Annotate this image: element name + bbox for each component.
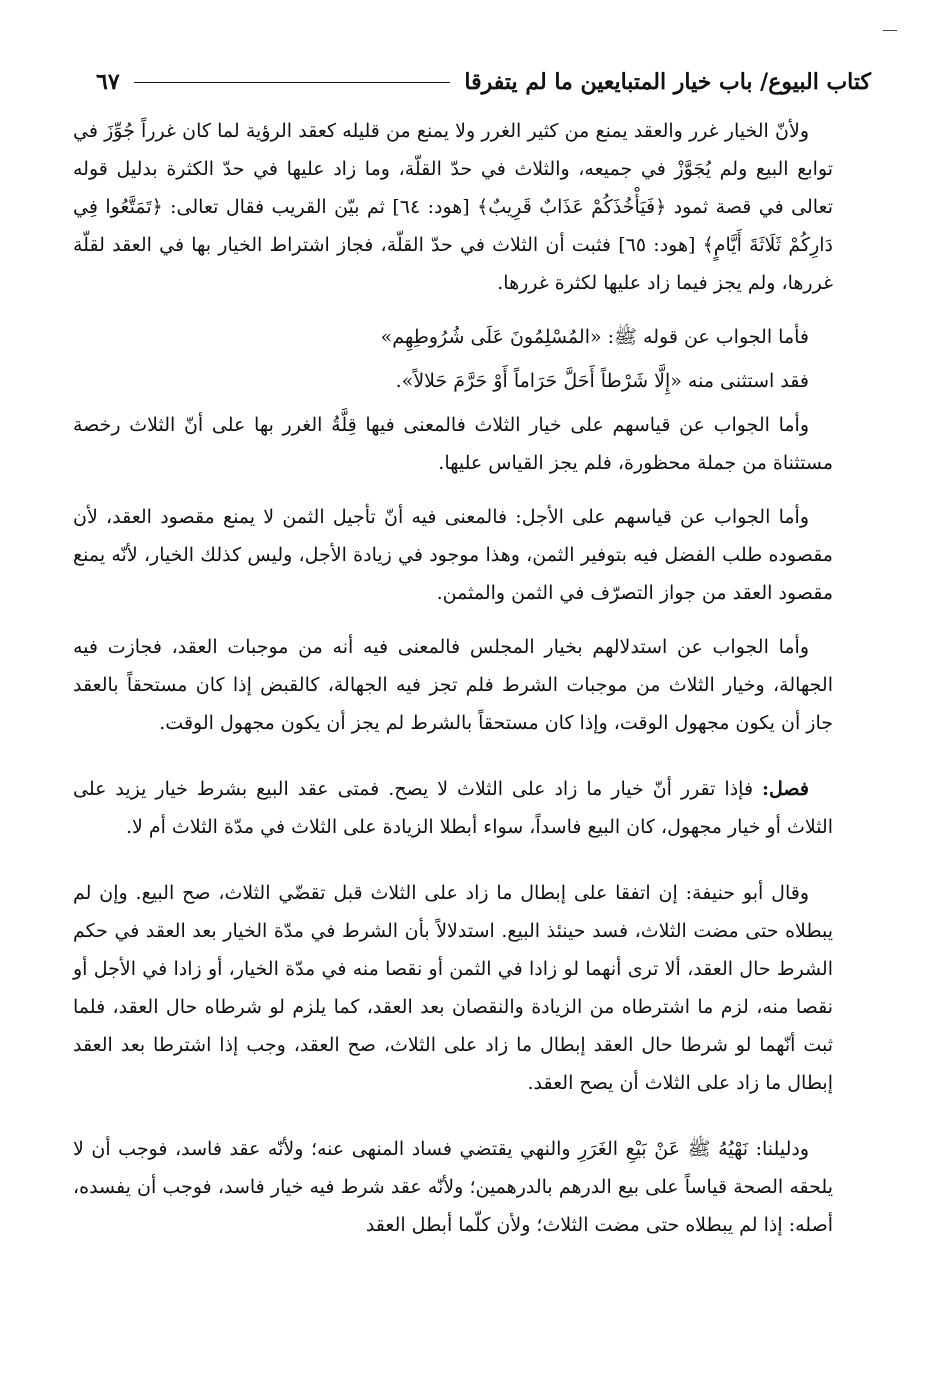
page-body bbox=[73, 112, 833, 1244]
running-header bbox=[96, 62, 871, 102]
section-paragraph bbox=[73, 770, 833, 846]
hadith-exception: فقد استثنى منه «إِلَّا شَرْطاً أَحَلَّ حَرَاماً أَوْ حَرَّمَ حَلالاً». bbox=[395, 370, 809, 392]
hadith-quote: فأما الجواب عن قوله ﷺ: «المُسْلِمُونَ عَلَى شُرُوطِهِم» bbox=[380, 326, 809, 348]
paragraph: وأما الجواب عن قياسهم على الأجل: فالمعنى فيه أنّ تأجيل الثمن لا يمنع مقصود العقد، لأن مقصوده طلب الفضل فيه بتوفير الثمن، وهذا موجود في زيادة الأجل، وليس كذلك الخيار، لأنّه يمنع مقصود العقد من جواز التصرّف في الثمن والمثمن. bbox=[73, 506, 833, 604]
corner-mark bbox=[883, 30, 897, 31]
section-text: فإذا تقرر أنّ خيار ما زاد على الثلاث لا يصح. فمتى عقد البيع بشرط خيار يزيد على الثلاث أو خيار مجهول، كان البيع فاسداً، سواء أبطلا الزيادة على الثلاث في مدّة الثلاث أم لا. bbox=[73, 778, 833, 838]
paragraph: وأما الجواب عن قياسهم على خيار الثلاث فالمعنى فيها قِلَّةُ الغرر بها على أنّ الثلاث رخصة مستثناة من جملة محظورة، فلم يجز القياس عليها. bbox=[73, 414, 833, 474]
paragraph: وأما الجواب عن استدلالهم بخيار المجلس فالمعنى فيه أنه من موجبات العقد، فجازت فيه الجهالة، وخيار الثلاث من موجبات الشرط فلم تجز فيه الجهالة، كالقبض إذا كان مستحقاً بالعقد جاز أن يكون مجهول الوقت، وإذا كان مستحقاً بالشرط لم يجز أن يكون مجهول الوقت. bbox=[73, 636, 833, 734]
paragraph: وقال أبو حنيفة: إن اتفقا على إبطال ما زاد على الثلاث قبل تقضّي الثلاث، صح البيع. وإن لم يبطلاه حتى مضت الثلاث، فسد حينئذ البيع. استدلالاً بأن الشرط في مدّة الخيار بعد العقد في حكم الشرط حال العقد، ألا ترى أنهما لو زادا في الثمن أو نقصا منه في مدّة الخيار، أو زادا في الأجل أو نقصا منه، لزم ما اشترطاه من الزيادة والنقصان بعد العقد، كما يلزم لو شرطاه حال العقد، فلما ثبت أنّهما لو شرطا حال العقد إبطال ما زاد على الثلاث، صح العقد، وجب إذا اشترطا بعد العقد إبطال ما زاد على الثلاث أن يصح العقد. bbox=[73, 882, 833, 1094]
page-number: ٦٧ bbox=[96, 69, 120, 95]
header-rule bbox=[134, 82, 451, 83]
header-title: كتاب البيوع/ باب خيار المتبايعين ما لم يتفرقا bbox=[464, 69, 871, 95]
paragraph: ودليلنا: نَهْيُهُ ﷺ عَنْ بَيْعِ الغَرَرِ والنهي يقتضي فساد المنهى عنه؛ ولأنّه عقد فاسد، فوجب أن لا يلحقه الصحة قياساً على بيع الدرهم بالدرهمين؛ ولأنّه عقد شرط فيه خيار فاسد، فوجب أن يفسده، أصله: إذا لم يبطلاه حتى مضت الثلاث؛ ولأن كلّما أبطل العقد bbox=[73, 1138, 833, 1236]
paragraph: ولأنّ الخيار غرر والعقد يمنع من كثير الغرر ولا يمنع من قليله كعقد الرؤية لما كان غرراً جُوِّزَ في توابع البيع ولم يُجَوَّزْ في جميعه، والثلاث في حدّ القلّة، وما زاد عليها في حدّ الكثرة بدليل قوله تعالى في قصة ثمود ﴿فَيَأْخُذَكُمْ عَذَابٌ قَرِيبٌ﴾ [هود: ٦٤] ثم بيّن القريب فقال تعالى: ﴿تَمَتَّعُوا فِي دَارِكُمْ ثَلَاثَةَ أَيَّامٍ﴾ [هود: ٦٥] فثبت أن الثلاث في حدّ القلّة، فجاز اشتراط الخيار بها في العقد لقلّة غررها، ولم يجز فيما زاد عليها لكثرة غررها. bbox=[73, 120, 834, 294]
section-label: فصل: bbox=[762, 778, 809, 800]
